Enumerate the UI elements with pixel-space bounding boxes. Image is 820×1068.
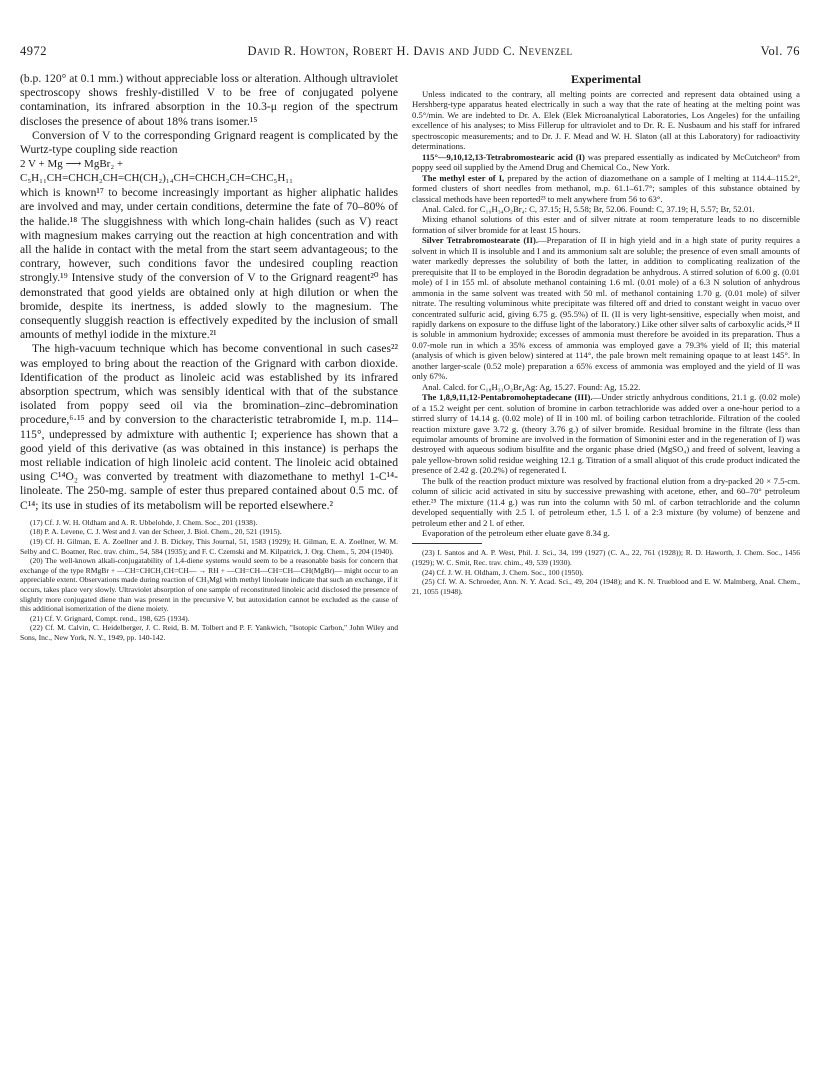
left-body	[20, 72, 398, 513]
footnote-divider	[412, 543, 482, 544]
paragraph	[412, 152, 800, 173]
volume-label: Vol. 76	[760, 44, 800, 58]
paragraph: which is known¹⁷ to become increasingly important as higher aliphatic halides are involved and may, under certain conditions, determine the fate of 70–80% of the halide.¹⁸ The sluggishness with which long-chain halides (such as V) react with magnesium makes carrying out the reaction at high concentration and with all the halide in contact with the metal from the start seem advantageous; to the contrary, however, such conditions favor the undesired coupling reaction strongly.¹⁹ Intensive study of the conversion of V to the Grignard reagent²⁰ has demonstrated that good yields are obtained only at high dilution or when the bromide, despite its inertness, is added slowly to the magnesium. The consequently sluggish reaction is effectively expedited by the inclusion of small amounts of methyl iodide in the mixture.²¹	[20, 186, 398, 342]
left-footnotes	[20, 518, 398, 643]
running-header	[20, 44, 800, 60]
paragraph-text: —Preparation of II in high yield and in a high state of purity requires a solvent in which II is insoluble and I and its ammonium salt are soluble; the presence of even small amounts of water markedly depresses the solubility of both the latter, in addition to complicating realization of the prerequisite that II to be employed in the Borodin degradation be anhydrous. A stirred solution of 6.00 g. (0.01 mole) of I in 155 ml. of absolute methanol containing 1.6 ml. (0.01 mole) of a 6.3 N solution of anhydrous ammonia in the same solvent was treated with 50 ml. of methanol containing 1.70 g. (0.01 mole) of silver nitrate. The resulting voluminous white precipitate was filtered off and dried to constant weight in vacuo over concentrated sulfuric acid, giving 6.75 g. (95.5%) of II. (II is very light-sensitive, especially when moist, and rapidly darkens on exposure to the diffuse light of the laboratory.) Like other silver salts of carboxylic acids,²⁴ II is soluble in ammonium hydroxide; excesses of ammonia must therefore be avoided in its preparation. Thus a 0.07-mole run in which a 35% excess of ammonia was employed gave a 79.3% yield of II; this material (analysis of which is given below) sintered at 114°, the pale brown melt remaining opaque to at least 145°. In another larger-scale (0.52 mole) preparation a 65% excess of ammonia was employed and the yield of II was only 67%.	[412, 235, 801, 382]
paragraph: The high-vacuum technique which has become conventional in such cases²² was employed to bring about the reaction of the Grignard with carbon dioxide. Identification of the product as linoleic acid was established by its infrared absorption spectrum, which was sensibly identical with that of the substance isolated from poppy seed oil via the bromination–zinc–debromination procedure,⁶·¹⁵ and by conversion to the characteristic tetrabromide I, m.p. 114–115°, undepressed by admixture with authentic I; experience has shown that a good yield of this derivative (as was obtained in this instance) is perhaps the most reliable indication of high linoleic acid content. The linoleic acid obtained using C¹⁴O₂ was converted by treatment with diazomethane to methyl 1-C¹⁴-linoleate. The 250-mg. sample of ester thus prepared contained about 0.5 mc. of C¹⁴; its use in studies of its metabolism will be reported elsewhere.²	[20, 342, 398, 512]
paragraph: Conversion of V to the corresponding Grignard reagent is complicated by the Wurtz-type coupling side reaction	[20, 128, 398, 157]
equation-line: 2 V + Mg ⟶ MgBr₂ +	[20, 158, 124, 171]
right-footnotes	[412, 548, 800, 596]
footnote: (17) Cf. J. W. H. Oldham and A. R. Ubbelohde, J. Chem. Soc., 201 (1938).	[30, 517, 258, 527]
footnote: (19) Cf. H. Gilman, E. A. Zoellner and J. B. Dickey, This Journal, 51, 1583 (1929); H. Gilman, E. A. Zoellner, W. M. Selby and C. Boatner, Rec. trav. chim., 54, 584 (1935); and F. C. Czemski and M. Kilpatrick, J. Org. Chem., 5, 204 (1940).	[20, 537, 398, 556]
paragraph	[412, 392, 800, 476]
footnote: (18) P. A. Levene, C. J. West and J. van der Scheer, J. Biol. Chem., 20, 521 (1915).	[30, 527, 282, 537]
right-column	[412, 72, 800, 596]
paragraph: (b.p. 120° at 0.1 mm.) without appreciable loss or alteration. Although ultraviolet spectroscopy shows freshly-distilled V to be free of conjugated polyene contamination, its infrared absorption in the 10.3-μ region of the spectrum discloses the presence of about 18% trans isomer.¹⁵	[20, 72, 398, 128]
paragraph-text: was prepared essentially as indicated by McCutcheon⁶ from poppy seed oil supplied by the Amend Drug and Chemical Co., New York.	[412, 151, 801, 173]
footnote: (25) Cf. W. A. Schroeder, Ann. N. Y. Acad. Sci., 49, 204 (1948); and K. N. Trueblood and E. W. Malmberg, Anal. Chem., 21, 1055 (1948).	[412, 577, 800, 596]
equation	[20, 158, 398, 185]
paragraph-heading: 115°—9,10,12,13-Tetrabromostearic acid (I)	[422, 151, 585, 162]
paragraph-heading: The methyl ester of I,	[422, 172, 505, 183]
page-number: 4972	[20, 44, 47, 58]
paragraph: Mixing ethanol solutions of this ester and of silver nitrate at room temperature leads to no discernible formation of silver bromide for at least 15 hours.	[412, 214, 800, 235]
right-body	[412, 89, 800, 538]
paragraph	[412, 173, 800, 204]
footnote: (22) Cf. M. Calvin, C. Heidelberger, J. C. Reid, B. M. Tolbert and P. F. Yankwich, "Isotopic Carbon," John Wiley and Sons, Inc., New York, N. Y., 1949, pp. 140-142.	[20, 623, 398, 643]
paragraph-text: —Under strictly anhydrous conditions, 21.1 g. (0.02 mole) of a 15.2 weight per cent. solution of bromine in carbon tetrachloride was added over a one-hour period to a stirred slurry of 14.14 g. (0.02 mole) of II in 100 ml. of boiling carbon tetrachloride. Filtration of the cooled reaction mixture gave 3.72 g. (theory 3.76 g.) of silver bromide. Residual bromine in the filtrate (less than equimolar amounts of bromine are involved in the formation of Simonini ester and in the regeneration of I) was destroyed with aqueous sodium bisulfite and the organic phase dried (MgSO₄) and freed of solvent, leaving a pale yellow-brown solid residue weighing 12.1 g. Titration of a small aliquot of this crude product indicated the presence of 2.42 g. (20.2%) of regenerated I.	[412, 392, 800, 476]
footnote: (21) Cf. V. Grignard, Compt. rend., 198, 625 (1934).	[30, 613, 190, 623]
paragraph-heading: Silver Tetrabromostearate (II).	[422, 235, 538, 246]
paragraph: Evaporation of the petroleum ether eluate gave 8.34 g.	[422, 528, 610, 539]
footnote: (24) Cf. J. W. H. Oldham, J. Chem. Soc., 100 (1950).	[422, 567, 584, 577]
paragraph	[412, 235, 800, 381]
paragraph: Unless indicated to the contrary, all melting points are corrected and represent data obtained using a Hershberg-type apparatus heated electrically in such a way that the rate of heating at the melting point was 0.5°/min. We are indebted to Dr. A. Elek (Elek Microanalytical Laboratories, Los Angeles) for the unfailing excellence of his analyses; to Miss Fillerup for ultraviolet and to Dr. R. E. Nusbaum and his staff for infrared spectroscopic measurements; and to Dr. J. F. Mead and W. H. Slaton (all at this Laboratory) for radioactivity determinations.	[412, 89, 800, 152]
left-column	[20, 72, 398, 643]
footnote: (20) The well-known alkali-conjugatability of 1,4-diene systems would seem to be a reasonable basis for concern that exchange of the type RMgBr + —CH=CHCH₂CH=CH— → RH + —CH=CH—CH=CH—CH(MgBr)— might occur to an appreciable extent. Observations made during reaction of CH₃MgI with methyl linoleate indicate that such an exchange, if it occurs, takes place very slowly. Ultraviolet absorption of one sample of reconstituted linoleic acid disclosed the presence of slightly more conjugated diene than was present in the precursive V, but autoxidation cannot be excluded as the cause of this additional isomerization of the diene moiety.	[20, 556, 398, 614]
footnote: (23) I. Santos and A. P. West, Phil. J. Sci., 34, 199 (1927) (C. A., 22, 761 (1928)); R. D. Haworth, J. Chem. Soc., 1456 (1929); W. C. Smit, Rec. trav. chim., 49, 539 (1930).	[412, 548, 800, 568]
paragraph-heading: The 1,8,9,11,12-Pentabromoheptadecane (III).	[422, 392, 593, 403]
analysis-line: Anal. Calcd. for C₁₈H₃₁O₂Br₄Ag: Ag, 15.27. Found: Ag, 15.22.	[422, 381, 641, 392]
section-title: Experimental	[571, 72, 641, 86]
paragraph-text: prepared by the action of diazomethane on a sample of I melting at 114.4–115.2°, formed clusters of short needles from methanol, m.p. 61.1–61.7°; samples of this substance obtained by classical methods have been reported²³ to melt anywhere from 56 to 63°.	[412, 172, 800, 204]
running-authors: David R. Howton, Robert H. Davis and Judd C. Nevenzel	[247, 44, 573, 58]
equation-line: C₅H₁₁CH=CHCH₂CH=CH(CH₂)₁₄CH=CHCH₂CH=CHC₅H₁₁	[20, 171, 293, 184]
analysis-line: Anal. Calcd. for C₁₉H₃₄O₂Br₄: C, 37.15; H, 5.58; Br, 52.06. Found: C, 37.19; H, 5.57; Br, 52.01.	[422, 203, 755, 214]
paragraph: The bulk of the reaction product mixture was resolved by fractional elution from a dry-packed 20 × 7.5-cm. column of silicic acid activated in situ by successive prewashing with acetone, ether, and 60–70° petroleum ether.²⁵ The mixture (11.4 g.) was run into the column with 50 ml. of carbon tetrachloride and the column developed sequentially with 2.5 l. of petroleum ether, 1.5 l. of a 2:3 mixture (by volume) of benzene and petroleum ether and 2 l. of ether.	[412, 475, 800, 528]
